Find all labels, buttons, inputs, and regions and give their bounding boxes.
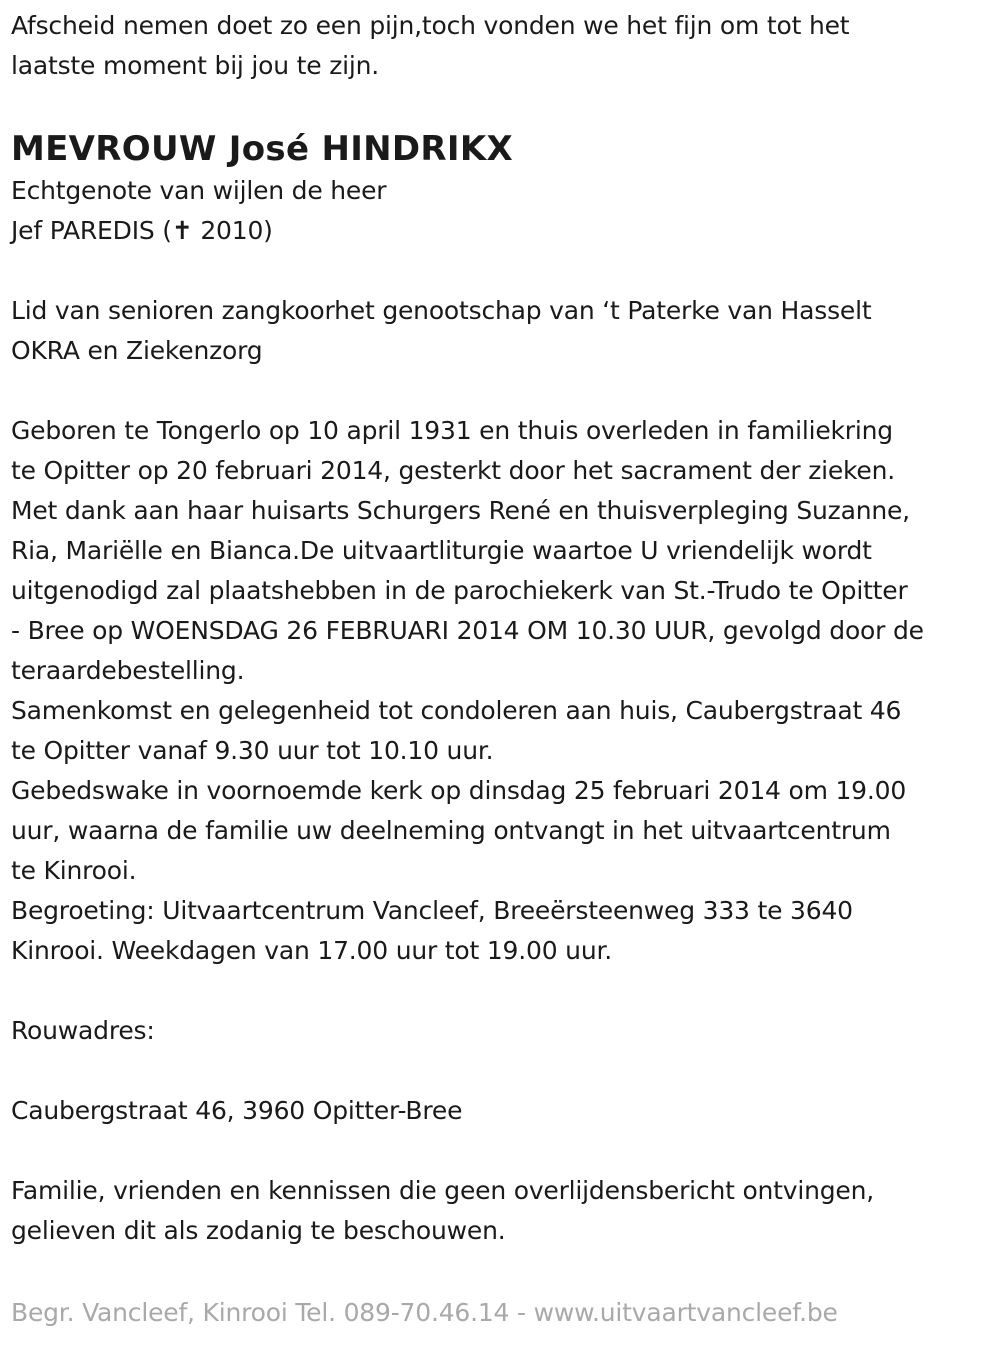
notice-line-2: gelieven dit als zodanig te beschouwen. [11, 1216, 506, 1245]
details-line: Met dank aan haar huisarts Schurgers René en thuisverpleging Suzanne, [11, 496, 910, 525]
details-line: Samenkomst en gelegenheid tot condoleren aan huis, Caubergstraat 46 [11, 696, 902, 725]
details-line: te Opitter vanaf 9.30 uur tot 10.10 uur. [11, 736, 494, 765]
details-block [11, 411, 996, 971]
details-line: Begroeting: Uitvaartcentrum Vancleef, Breeërsteenweg 333 te 3640 [11, 896, 853, 925]
obituary-document [11, 6, 996, 1251]
details-line: te Opitter op 20 februari 2014, gesterkt door het sacrament der zieken. [11, 456, 896, 485]
memberships-line-1: Lid van senioren zangkoorhet genootschap van ‘t Paterke van Hasselt [11, 296, 872, 325]
details-line: te Kinrooi. [11, 856, 137, 885]
mourning-address: Caubergstraat 46, 3960 Opitter-Bree [11, 1096, 463, 1125]
intro-line-2: laatste moment bij jou te zijn. [11, 51, 379, 80]
details-line: Ria, Mariëlle en Bianca.De uitvaartliturgie waartoe U vriendelijk wordt [11, 536, 872, 565]
details-line: Gebedswake in voornoemde kerk op dinsdag 25 februari 2014 om 19.00 [11, 776, 907, 805]
mourning-address-label: Rouwadres: [11, 1016, 155, 1045]
details-line: uitgenodigd zal plaatshebben in de parochiekerk van St.-Trudo te Opitter [11, 576, 908, 605]
intro-line-1: Afscheid nemen doet zo een pijn,toch vonden we het fijn om tot het [11, 11, 850, 40]
spouse-line-1: Echtgenote van wijlen de heer [11, 176, 387, 205]
funeral-home-footer: Begr. Vancleef, Kinrooi Tel. 089-70.46.14 - www.uitvaartvancleef.be [11, 1298, 838, 1327]
details-line: Geboren te Tongerlo op 10 april 1931 en thuis overleden in familiekring [11, 416, 893, 445]
memberships-line-2: OKRA en Ziekenzorg [11, 336, 263, 365]
details-line: teraardebestelling. [11, 656, 245, 685]
deceased-name: MEVROUW José HINDRIKX [11, 129, 514, 169]
details-line: uur, waarna de familie uw deelneming ontvangt in het uitvaartcentrum [11, 816, 891, 845]
notice-line-1: Familie, vrienden en kennissen die geen overlijdensbericht ontvingen, [11, 1176, 875, 1205]
details-line: - Bree op WOENSDAG 26 FEBRUARI 2014 OM 10.30 UUR, gevolgd door de [11, 616, 924, 645]
spouse-line-2: Jef PAREDIS (✝ 2010) [11, 216, 273, 245]
details-line: Kinrooi. Weekdagen van 17.00 uur tot 19.00 uur. [11, 936, 612, 965]
